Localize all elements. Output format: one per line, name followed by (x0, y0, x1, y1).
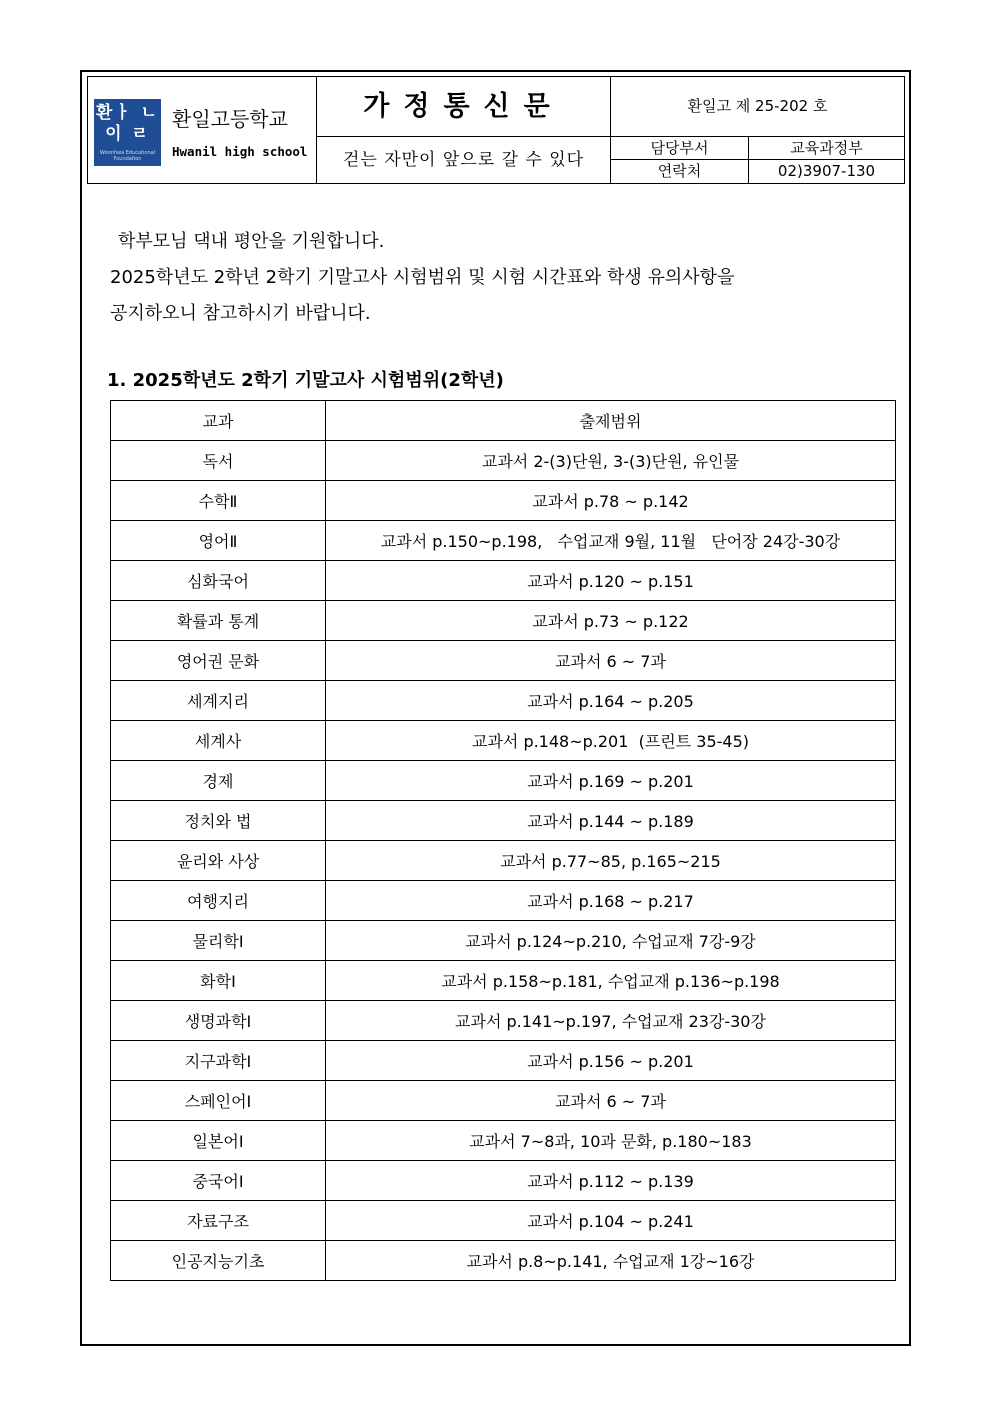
table-row (111, 601, 896, 641)
range-cell: 교과서 p.78 ~ p.142 (326, 481, 896, 521)
range-cell: 교과서 p.148~p.201 (프린트 35-45) (326, 721, 896, 761)
subject-cell: 세계지리 (111, 681, 326, 721)
table-row (111, 681, 896, 721)
range-cell: 교과서 2-(3)단원, 3-(3)단원, 유인물 (326, 441, 896, 481)
range-cell: 교과서 p.8~p.141, 수업교재 1강~16강 (326, 1241, 896, 1281)
table-row (111, 841, 896, 881)
range-cell: 교과서 6 ~ 7과 (326, 641, 896, 681)
range-cell: 교과서 p.124~p.210, 수업교재 7강-9강 (326, 921, 896, 961)
department-label: 담당부서 (611, 137, 749, 160)
table-row (111, 441, 896, 481)
subject-cell: 영어Ⅱ (111, 521, 326, 561)
logo-glyph-line1: 환ㅏ ㄴ (95, 103, 160, 123)
range-cell: 교과서 p.150~p.198, 수업교재 9월, 11월 단어장 24강-30강 (326, 521, 896, 561)
department-value: 교육과정부 (749, 137, 904, 160)
logo-glyph-line2: 이 ㄹ (105, 124, 150, 144)
contact-value: 02)3907-130 (777, 162, 876, 180)
table-header-row (111, 401, 896, 441)
table-row (111, 521, 896, 561)
subject-cell: 영어권 문화 (111, 641, 326, 681)
subject-cell: 확률과 통계 (111, 601, 326, 641)
school-logo (94, 99, 161, 166)
table-row (111, 721, 896, 761)
contact-label: 연락처 (611, 160, 749, 183)
table-row (111, 481, 896, 521)
range-cell: 교과서 6 ~ 7과 (326, 1081, 896, 1121)
table-row (111, 1241, 896, 1281)
exam-range-table (110, 400, 896, 1281)
table-row (111, 1201, 896, 1241)
table-row (111, 1121, 896, 1161)
range-cell: 교과서 p.73 ~ p.122 (326, 601, 896, 641)
newsletter-header (87, 76, 905, 184)
school-motto: 걷는 자만이 앞으로 갈 수 있다 (317, 137, 611, 183)
range-cell: 교과서 p.164 ~ p.205 (326, 681, 896, 721)
range-cell: 교과서 p.104 ~ p.241 (326, 1201, 896, 1241)
subject-cell: 생명과학Ⅰ (111, 1001, 326, 1041)
school-name-ko: 환일고등학교 (172, 107, 288, 131)
subject-cell: 심화국어 (111, 561, 326, 601)
range-cell: 교과서 p.120 ~ p.151 (326, 561, 896, 601)
subject-cell: 정치와 법 (111, 801, 326, 841)
range-cell: 교과서 p.112 ~ p.139 (326, 1161, 896, 1201)
table-row (111, 1001, 896, 1041)
logo-subtext: Woonhwa Educational Foundation (99, 150, 156, 162)
subject-cell: 일본어Ⅰ (111, 1121, 326, 1161)
subject-cell: 독서 (111, 441, 326, 481)
table-row (111, 1041, 896, 1081)
intro-line-3: 공지하오니 참고하시기 바랍니다. (110, 303, 371, 324)
table-row (111, 881, 896, 921)
section-heading: 1. 2025학년도 2학기 기말고사 시험범위(2학년) (107, 370, 504, 391)
range-cell: 교과서 p.169 ~ p.201 (326, 761, 896, 801)
table-row (111, 561, 896, 601)
table-row (111, 1081, 896, 1121)
range-cell: 교과서 p.168 ~ p.217 (326, 881, 896, 921)
subject-cell: 윤리와 사상 (111, 841, 326, 881)
table-row (111, 801, 896, 841)
range-cell: 교과서 p.144 ~ p.189 (326, 801, 896, 841)
table-row (111, 961, 896, 1001)
subject-cell: 중국어Ⅰ (111, 1161, 326, 1201)
school-identity-cell (88, 77, 317, 183)
school-name-en: Hwanil high school (172, 144, 308, 159)
range-cell: 교과서 p.158~p.181, 수업교재 p.136~p.198 (326, 961, 896, 1001)
range-cell: 교과서 p.156 ~ p.201 (326, 1041, 896, 1081)
range-cell: 교과서 7~8과, 10과 문화, p.180~183 (326, 1121, 896, 1161)
subject-cell: 자료구조 (111, 1201, 326, 1241)
issue-number: 환일고 제 25-202 호 (611, 77, 904, 137)
document-title: 가정통신문 (317, 77, 611, 137)
subject-cell: 스페인어Ⅰ (111, 1081, 326, 1121)
intro-line-2: 2025학년도 2학년 2학기 기말고사 시험범위 및 시험 시간표와 학생 유의사항을 (110, 267, 735, 288)
column-header-range: 출제범위 (326, 401, 896, 441)
range-cell: 교과서 p.141~p.197, 수업교재 23강-30강 (326, 1001, 896, 1041)
subject-cell: 여행지리 (111, 881, 326, 921)
subject-cell: 지구과학Ⅰ (111, 1041, 326, 1081)
subject-cell: 세계사 (111, 721, 326, 761)
table-row (111, 641, 896, 681)
range-cell: 교과서 p.77~85, p.165~215 (326, 841, 896, 881)
column-header-subject: 교과 (111, 401, 326, 441)
contact-grid (611, 137, 904, 183)
subject-cell: 수학Ⅱ (111, 481, 326, 521)
subject-cell: 인공지능기초 (111, 1241, 326, 1281)
subject-cell: 물리학Ⅰ (111, 921, 326, 961)
table-row (111, 1161, 896, 1201)
table-row (111, 761, 896, 801)
subject-cell: 경제 (111, 761, 326, 801)
subject-cell: 화학Ⅰ (111, 961, 326, 1001)
intro-paragraph (110, 224, 734, 332)
table-row (111, 921, 896, 961)
intro-line-1: 학부모님 댁내 평안을 기원합니다. (118, 231, 385, 252)
